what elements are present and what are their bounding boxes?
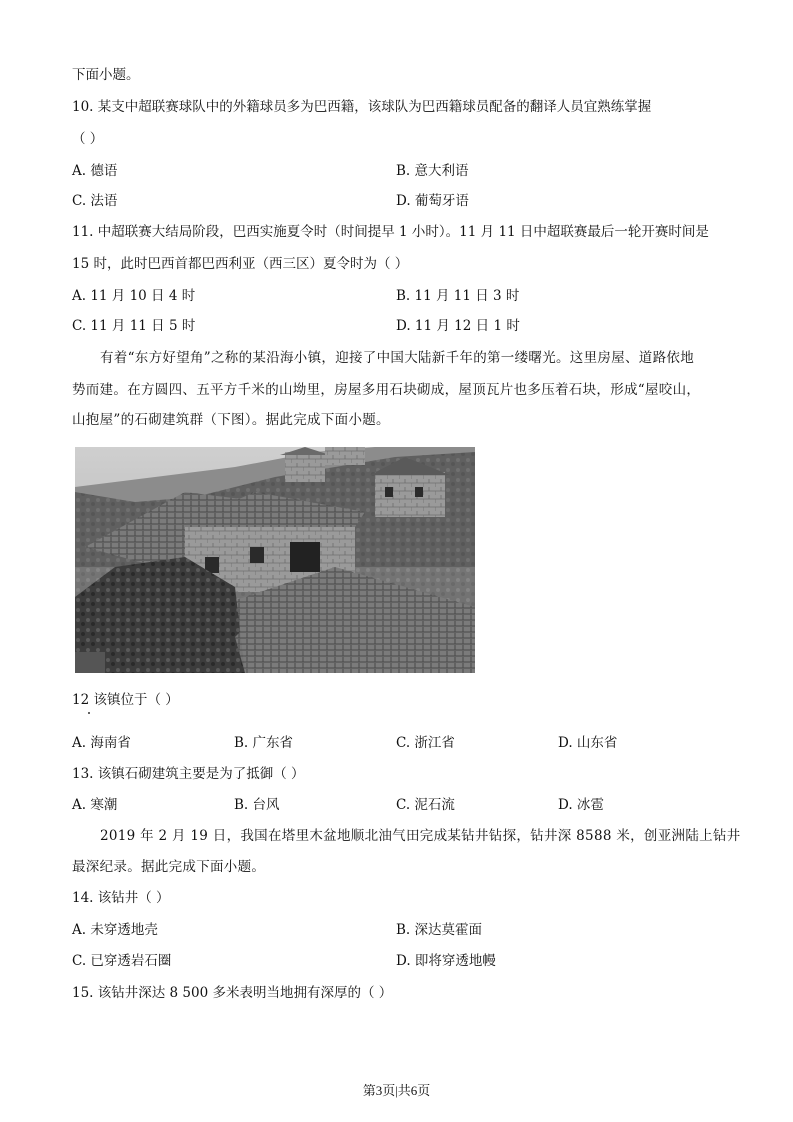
q10-option-b: B. 意大利语	[396, 163, 469, 179]
q11-option-a: A. 11 月 10 日 4 时	[72, 288, 196, 304]
q12-option-d: D. 山东省	[558, 735, 618, 751]
text-line: 下面小题。	[72, 67, 140, 83]
question-12-stem: 12 该镇位于（ ）	[72, 692, 179, 708]
passage-1-line-3: 山抱屋”的石砌建筑群（下图）。据此完成下面小题。	[72, 412, 390, 428]
page-footer: 第3页|共6页	[362, 1083, 431, 1098]
q11-option-b: B. 11 月 11 日 3 时	[396, 288, 520, 304]
q14-option-a: A. 未穿透地壳	[72, 922, 158, 938]
question-15-stem: 15. 该钻井深达 8 500 多米表明当地拥有深厚的（ ）	[72, 985, 393, 1001]
q11-option-d: D. 11 月 12 日 1 时	[396, 318, 520, 334]
passage-2-line-2: 最深纪录。据此完成下面小题。	[72, 859, 266, 875]
q13-option-c: C. 泥石流	[396, 797, 455, 813]
q14-option-c: C. 已穿透岩石圈	[72, 953, 172, 969]
question-11-stem-cont: 15 时，此时巴西首都巴西利亚（西三区）夏令时为（ ）	[72, 256, 409, 272]
q12-option-b: B. 广东省	[234, 735, 294, 751]
q14-option-b: B. 深达莫霍面	[396, 922, 483, 938]
q11-option-c: C. 11 月 11 日 5 时	[72, 318, 196, 334]
q13-option-a: A. 寒潮	[72, 797, 118, 813]
q10-option-a: A. 德语	[72, 163, 118, 179]
q10-option-d: D. 葡萄牙语	[396, 193, 469, 209]
question-11-stem: 11. 中超联赛大结局阶段，巴西实施夏令时（时间提早 1 小时）。11 月 11 日中超联赛最后一轮开赛时间是	[72, 224, 709, 240]
question-13-stem: 13. 该镇石砌建筑主要是为了抵御（ ）	[72, 766, 305, 782]
passage-1-line-2: 势而建。在方圆四、五平方千米的山坳里，房屋多用石块砌成，屋顶瓦片也多压着石块，形成“屋咬山，	[72, 382, 701, 398]
passage-2-line-1: 2019 年 2 月 19 日，我国在塔里木盆地顺北油气田完成某钻井钻探，钻井深 8588 米，创亚洲陆上钻井	[100, 828, 741, 844]
question-10-blank: （ ）	[72, 131, 104, 147]
q13-option-b: B. 台风	[234, 797, 280, 813]
stone-village-photo	[75, 447, 475, 673]
q13-option-d: D. 冰雹	[558, 797, 604, 813]
q10-option-c: C. 法语	[72, 193, 118, 209]
stray-mark	[88, 712, 90, 714]
question-10-stem: 10. 某支中超联赛球队中的外籍球员多为巴西籍，该球队为巴西籍球员配备的翻译人员宜熟练掌握	[72, 99, 652, 115]
passage-1-line-1: 有着“东方好望角”之称的某沿海小镇，迎接了中国大陆新千年的第一缕曙光。这里房屋、道路依地	[100, 350, 695, 366]
q12-option-a: A. 海南省	[72, 735, 131, 751]
q14-option-d: D. 即将穿透地幔	[396, 953, 496, 969]
question-14-stem: 14. 该钻井（ ）	[72, 890, 170, 906]
q12-option-c: C. 浙江省	[396, 735, 455, 751]
